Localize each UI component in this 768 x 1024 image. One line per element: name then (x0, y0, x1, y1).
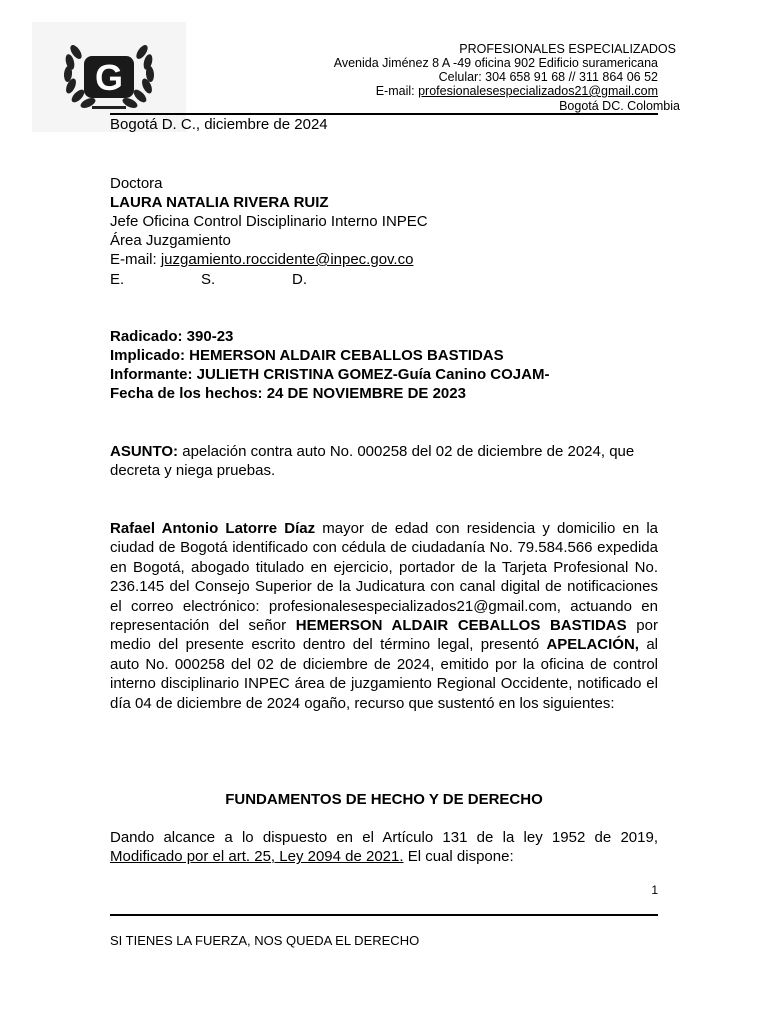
apelacion-label: APELACIÓN, (546, 636, 639, 654)
company-address: Avenida Jiménez 8 A -49 oficina 902 Edificio suramericana (333, 56, 658, 70)
esd-d: D. (292, 271, 307, 288)
asunto-line1 (110, 442, 634, 461)
fundamentos-paragraph: Dando alcance a lo dispuesto en el Artículo 131 de la ley 1952 de 2019, Modificado por el art. 25, Ley 2094 de 2021. El cual dispone: (110, 829, 658, 866)
recipient-title: Doctora (110, 175, 163, 192)
case-radicado: Radicado: 390-23 (110, 328, 234, 345)
case-implicado: Implicado: HEMERSON ALDAIR CEBALLOS BASTIDAS (110, 347, 504, 364)
company-email-line (376, 84, 658, 98)
company-email-link[interactable]: profesionalesespecializados21@gmail.com (418, 84, 658, 98)
author-name: Rafael Antonio Latorre Díaz (110, 520, 316, 537)
esd-e: E. (110, 271, 125, 288)
company-city: Bogotá DC. Colombia (559, 99, 680, 113)
company-phone: Celular: 304 658 91 68 // 311 864 06 52 (438, 70, 658, 84)
footer-slogan: SI TIENES LA FUERZA, NOS QUEDA EL DERECHO (110, 933, 420, 948)
email-label: E-mail: (375, 84, 419, 98)
law-reference-link[interactable]: Modificado por el art. 25, Ley 2094 de 2021. (110, 848, 404, 866)
recipient-position: Jefe Oficina Control Disciplinario Interno INPEC (110, 213, 428, 230)
asunto-label: ASUNTO: (110, 443, 179, 460)
asunto-text: apelación contra auto No. 000258 del 02 de diciembre de 2024, que (178, 443, 635, 460)
date-line: Bogotá D. C., diciembre de 2024 (110, 116, 328, 133)
logo-letter: G (94, 57, 124, 98)
client-name: HEMERSON ALDAIR CEBALLOS BASTIDAS (295, 617, 627, 635)
footer-rule (110, 914, 658, 916)
esd-s: S. (201, 271, 216, 288)
recipient-email-label: E-mail: (110, 251, 161, 268)
section-title: FUNDAMENTOS DE HECHO Y DE DERECHO (225, 791, 543, 808)
esd-line (110, 270, 307, 289)
recipient-email-line (110, 250, 413, 269)
page-number: 1 (651, 883, 658, 897)
recipient-email-link[interactable]: juzgamiento.roccidente@inpec.gov.co (160, 251, 414, 268)
body-paragraph: Rafael Antonio Latorre Díaz mayor de edad con residencia y domicilio en la ciudad de Bogotá identificado con cédula de ciudadanía No. 79.584.566 expedida en Bogotá, abogado titulado en ejercicio, portador de la Tarjeta Profesional No. 236.145 del Consejo Superior de la Judicatura con canal digital de notificaciones el correo electrónico: profesionalesespecializados21@gmail.com, actuando en representación del señor HEMERSON ALDAIR CEBALLOS BASTIDAS por medio del presente escrito dentro del término legal, presentó APELACIÓN, al auto No. 000258 del 02 de diciembre de 2024, emitido por la oficina de control interno disciplinario INPEC área de juzgamiento Regional Occidente, notificado el día 04 de diciembre de 2024 ogaño, recurso que sustentó en los siguientes: (110, 520, 659, 712)
recipient-area: Área Juzgamiento (110, 232, 231, 249)
case-informante: Informante: JULIETH CRISTINA GOMEZ-Guía Canino COJAM- (110, 366, 550, 383)
recipient-name: LAURA NATALIA RIVERA RUIZ (110, 194, 329, 211)
case-fecha: Fecha de los hechos: 24 DE NOVIEMBRE DE 2023 (110, 385, 466, 402)
asunto-line2: decreta y niega pruebas. (110, 462, 276, 479)
company-name: PROFESIONALES ESPECIALIZADOS (459, 42, 676, 56)
